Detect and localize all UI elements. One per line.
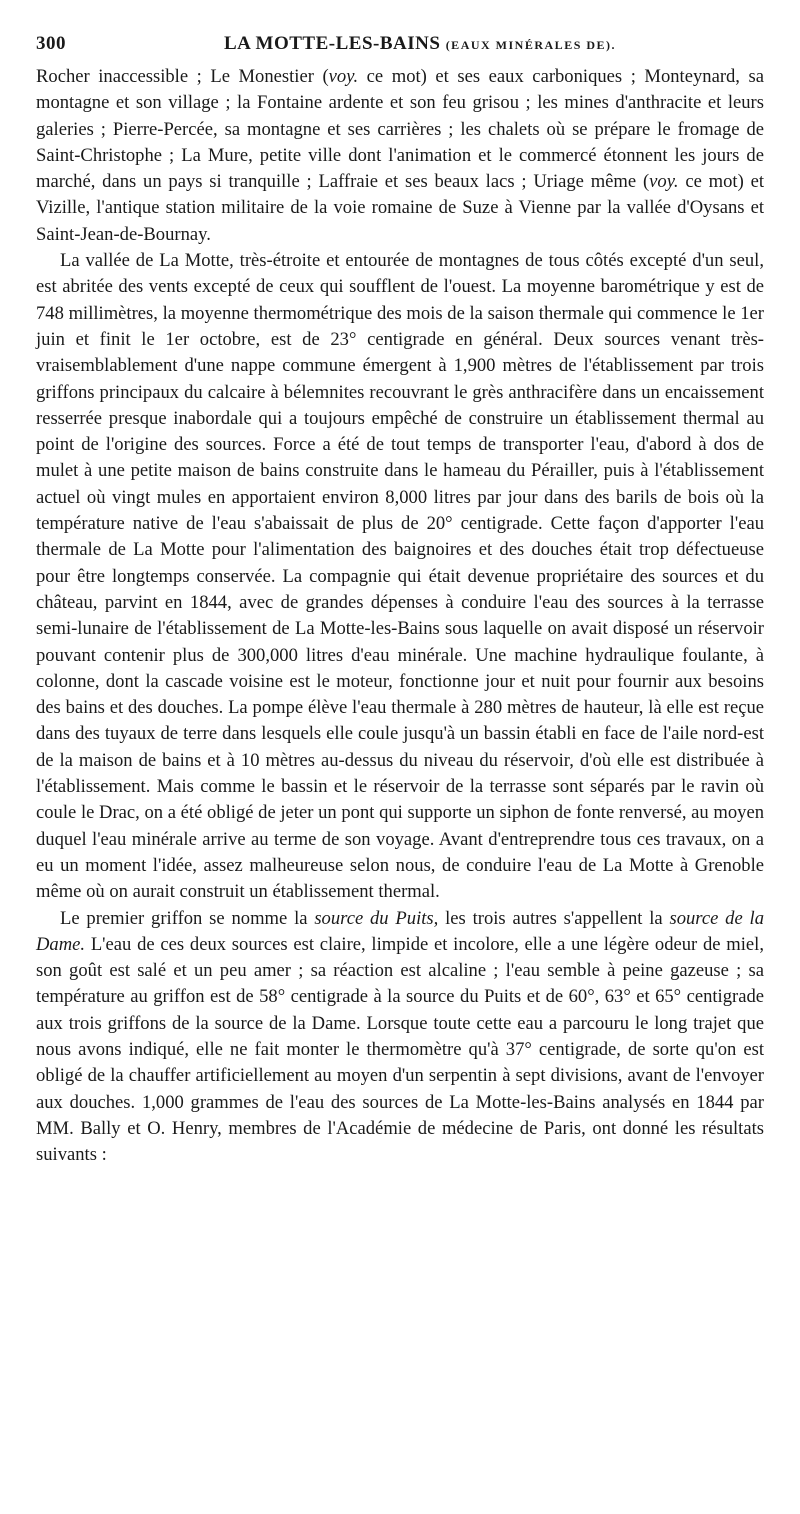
text-run: La vallée de La Motte, très-étroite et entourée de montagnes de tous côtés excepté d'un seul, est abritée des vents excepté de ceux qui soufflent de l'ouest. La moyenne barométrique y est de 748 millimètres, la moyenne thermométrique des mois de la saison thermale qui commence le 1er juin et finit le 1er octobre, est de 23° centigrade en général. Deux sources venant très-vraisemblablement d'une nappe commune émergent à 1,900 mètres de l'établissement par trois griffons principaux du calcaire à bélemnites recouvrant le grès anthracifère dans un encaissement resserrée presque inabordale qui a toujours empêché de construire un établissement thermal au point de l'origine des sources. Force a été de tout temps de transporter l'eau, d'abord à dos de mulet à une petite maison de bains construite dans le hameau du Pérailler, puis à l'établissement actuel où vingt mules en apportaient environ 8,000 litres par jour dans des barils de bois où la température native de l'eau s'abaissait de plus de 20° centigrade. Cette façon d'apporter l'eau thermale de La Motte pour l'alimentation des baignoires et des douches était trop défectueuse pour être longtemps conservée. La compagnie qui était devenue propriétaire des sources et du château, parvint en 1844, avec de grandes dépenses à conduire l'eau des sources à la terrasse semi-lunaire de l'établissement de La Motte-les-Bains sous laquelle on avait disposé un réservoir pouvant contenir plus de 300,000 litres d'eau minérale. Une machine hydraulique foulante, à colonne, dont la cascade voisine est le moteur, fonctionne jour et nuit pour fournir aux besoins des bains et des douches. La pompe élève l'eau thermale à 280 mètres de hauteur, là elle est reçue dans des tuyaux de terre dans lesquels elle coule jusqu'à un bassin établi en face de l'aile nord-est de la maison de bains et à 10 mètres au-dessus du niveau du réservoir, d'où elle est distribuée à l'établissement. Mais comme le bassin et le réservoir de la terrasse sont séparés par le ravin où coule le Drac, on a été obligé de jeter un pont qui supporte un siphon de fonte renversé, au moyen duquel l'eau minérale arrive au terme de son voyage. Avant d'entreprendre tous ces travaux, on a eu un moment l'idée, assez malheureuse selon nous, de conduire l'eau de La Motte à Grenoble même où on aurait construit un établissement thermal. [36,250,764,903]
page-number: 300 [36,33,66,54]
running-title-main: LA MOTTE-LES-BAINS [223,33,441,54]
paragraph [36,64,764,248]
italic-text: voy. [649,171,679,193]
text-run: Rocher inaccessible ; Le Monestier ( [36,66,329,87]
text-run: les trois autres s'appellent la [438,907,670,929]
italic-text: source de la Dame. [36,907,764,955]
paragraph [36,248,764,905]
running-title-subtitle: (EAUX MINÉRALES DE). [445,38,617,52]
text-run: L'eau de ces deux sources est claire, limpide et incolore, elle a une légère odeur de miel, son goût est salé et un peu amer ; sa réaction est alcaline ; l'eau semble à peine gazeuse ; sa température au griffon est de 58° centigrade à la source du Puits et de 60°, 63° et 65° centigrade aux trois griffons de la source de la Dame. Lorsque toute cette eau a parcouru le long trajet que nous avons indiqué, elle ne fait monter le thermomètre qu'à 37° centigrade, de sorte qu'on est obligé de la chauffer artificiellement au moyen d'un serpentin à sept divisions, avant de l'envoyer aux douches. 1,000 grammes de l'eau des sources de La Motte-les-Bains analysés en 1844 par MM. Bally et O. Henry, membres de l'Académie de médecine de Paris, ont donné les résultats suivants : [36,933,764,1166]
paragraph [36,906,764,1169]
italic-text: source du Puits, [314,907,439,929]
body-text [36,64,764,1168]
page-header [36,30,764,58]
text-run: Le premier griffon se nomme la [60,907,315,929]
text-run: ce mot) et Vizille, l'antique station militaire de la voie romaine de Suze à Vienne par la vallée d'Oysans et Saint-Jean-de-Bournay. [36,171,764,245]
italic-text: voy. [328,66,359,87]
running-title [36,30,764,59]
text-run: ce mot) et ses eaux carboniques ; Monteynard, sa montagne et son village ; la Fontaine ardente et son feu grisou ; les mines d'anthracite et leurs galeries ; Pierre-Percée, sa montagne et ses carrières ; les chalets où se prépare le fromage de Saint-Christophe ; La Mure, petite ville dont l'animation et le commercé étonnent les jours de marché, dans un pays si tranquille ; Laffraie et ses beaux lacs ; Uriage même ( [36,66,764,193]
